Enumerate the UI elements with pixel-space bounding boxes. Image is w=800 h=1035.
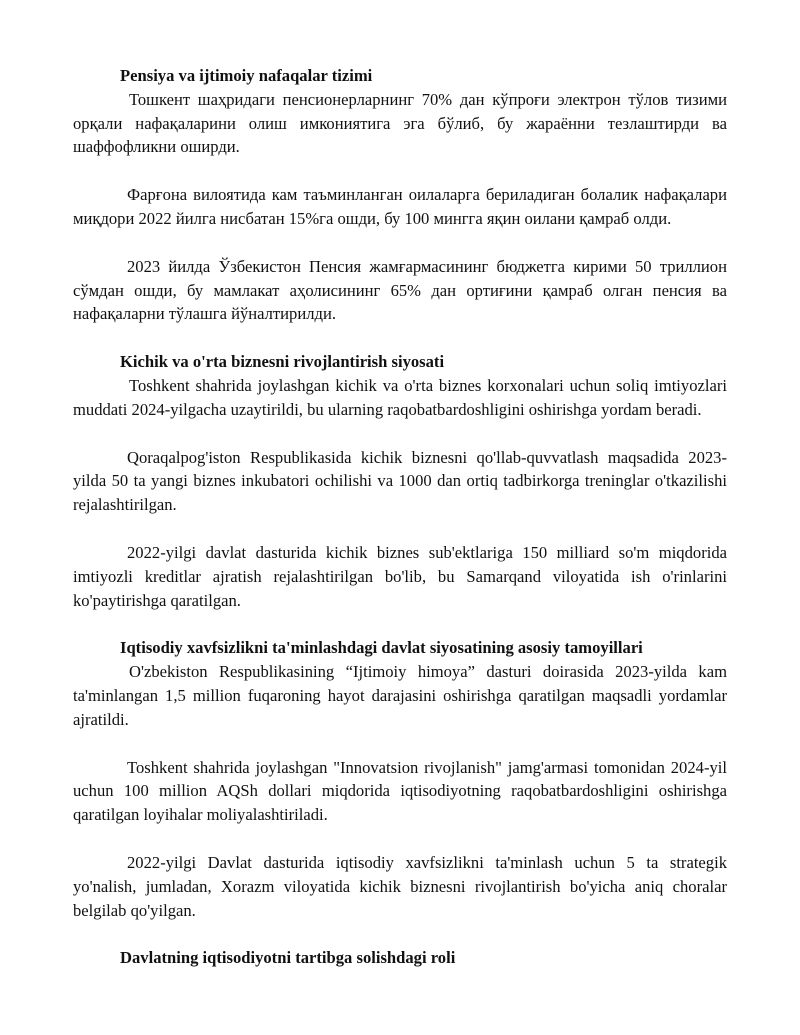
section-small-business (73, 350, 727, 612)
paragraph: O'zbekiston Respublikasining “Ijtimoiy himoya” dasturi doirasida 2023-yilda kam ta'minlangan 1,5 million fuqaroning hayot darajasini oshirishga qaratilgan maqsadli yordamlar ajratildi. (73, 662, 727, 729)
section-heading: Kichik va o'rta biznesni rivojlantirish siyosati (120, 352, 445, 372)
section-economic-security (73, 636, 727, 922)
section-pension (73, 64, 727, 326)
paragraph: 2023 йилда Ўзбекистон Пенсия жамғармасининг бюджетга кирими 50 триллион сўмдан ошди, бу мамлакат аҳолисининг 65% дан ортиғини қамраб олган пенсия ва нафақаларни тўлашга йўналтирилди. (73, 256, 727, 324)
section-state-regulation (73, 946, 727, 970)
paragraph: Qoraqalpog'iston Respublikasida kichik biznesni qo'llab-quvvatlash maqsadida 2023-yilda 50 ta yangi biznes inkubatori ochilishi va 1000 dan ortiq tadbirkorga treninglar o'tkazilishi rejalashtirilgan. (73, 447, 727, 515)
paragraph: Toshkent shahrida joylashgan kichik va o'rta biznes korxonalari uchun soliq imtiyozlari muddati 2024-yilgacha uzaytirildi, bu ularning raqobatbardoshligini oshirishga yordam beradi. (73, 375, 727, 419)
paragraph: Тошкент шаҳридаги пенсионерларнинг 70% дан кўпроғи электрон тўлов тизими орқали нафақаларини олиш имкониятига эга бўлиб, бу жараённи тезлаштирди ва шаффофликни оширди. (73, 89, 727, 157)
paragraph: 2022-yilgi davlat dasturida kichik biznes sub'ektlariga 150 milliard so'm miqdorida imtiyozli kreditlar ajratish rejalashtirilgan bo'lib, bu Samarqand viloyatida ish o'rinlarini ko'paytirishga qaratilgan. (73, 542, 727, 610)
section-heading: Pensiya va ijtimoiy nafaqalar tizimi (120, 66, 373, 85)
paragraph: Фарғона вилоятида кам таъминланган оилаларга бериладиган болалик нафақалари миқдори 2022 йилга нисбатан 15%га ошди, бу 100 мингга яқин оилани қамраб олди. (73, 185, 727, 228)
section-heading: Iqtisodiy xavfsizlikni ta'minlashdagi davlat siyosatining asosiy tamoyillari (120, 638, 643, 658)
paragraph: 2022-yilgi Davlat dasturida iqtisodiy xavfsizlikni ta'minlash uchun 5 ta strategik yo'nalish, jumladan, Xorazm viloyatida kichik biznesni rivojlantirish bo'yicha aniq choralar belgilab qo'yilgan. (73, 852, 727, 920)
paragraph: Toshkent shahrida joylashgan "Innovatsion rivojlanish" jamg'armasi tomonidan 2024-yil uchun 100 million AQSh dollari miqdorida iqtisodiyotning raqobatbardoshligini oshirishga qaratilgan loyihalar moliyalashtiriladi. (73, 757, 727, 825)
document-page (73, 64, 727, 970)
section-heading: Davlatning iqtisodiyotni tartibga solishdagi roli (120, 948, 456, 968)
